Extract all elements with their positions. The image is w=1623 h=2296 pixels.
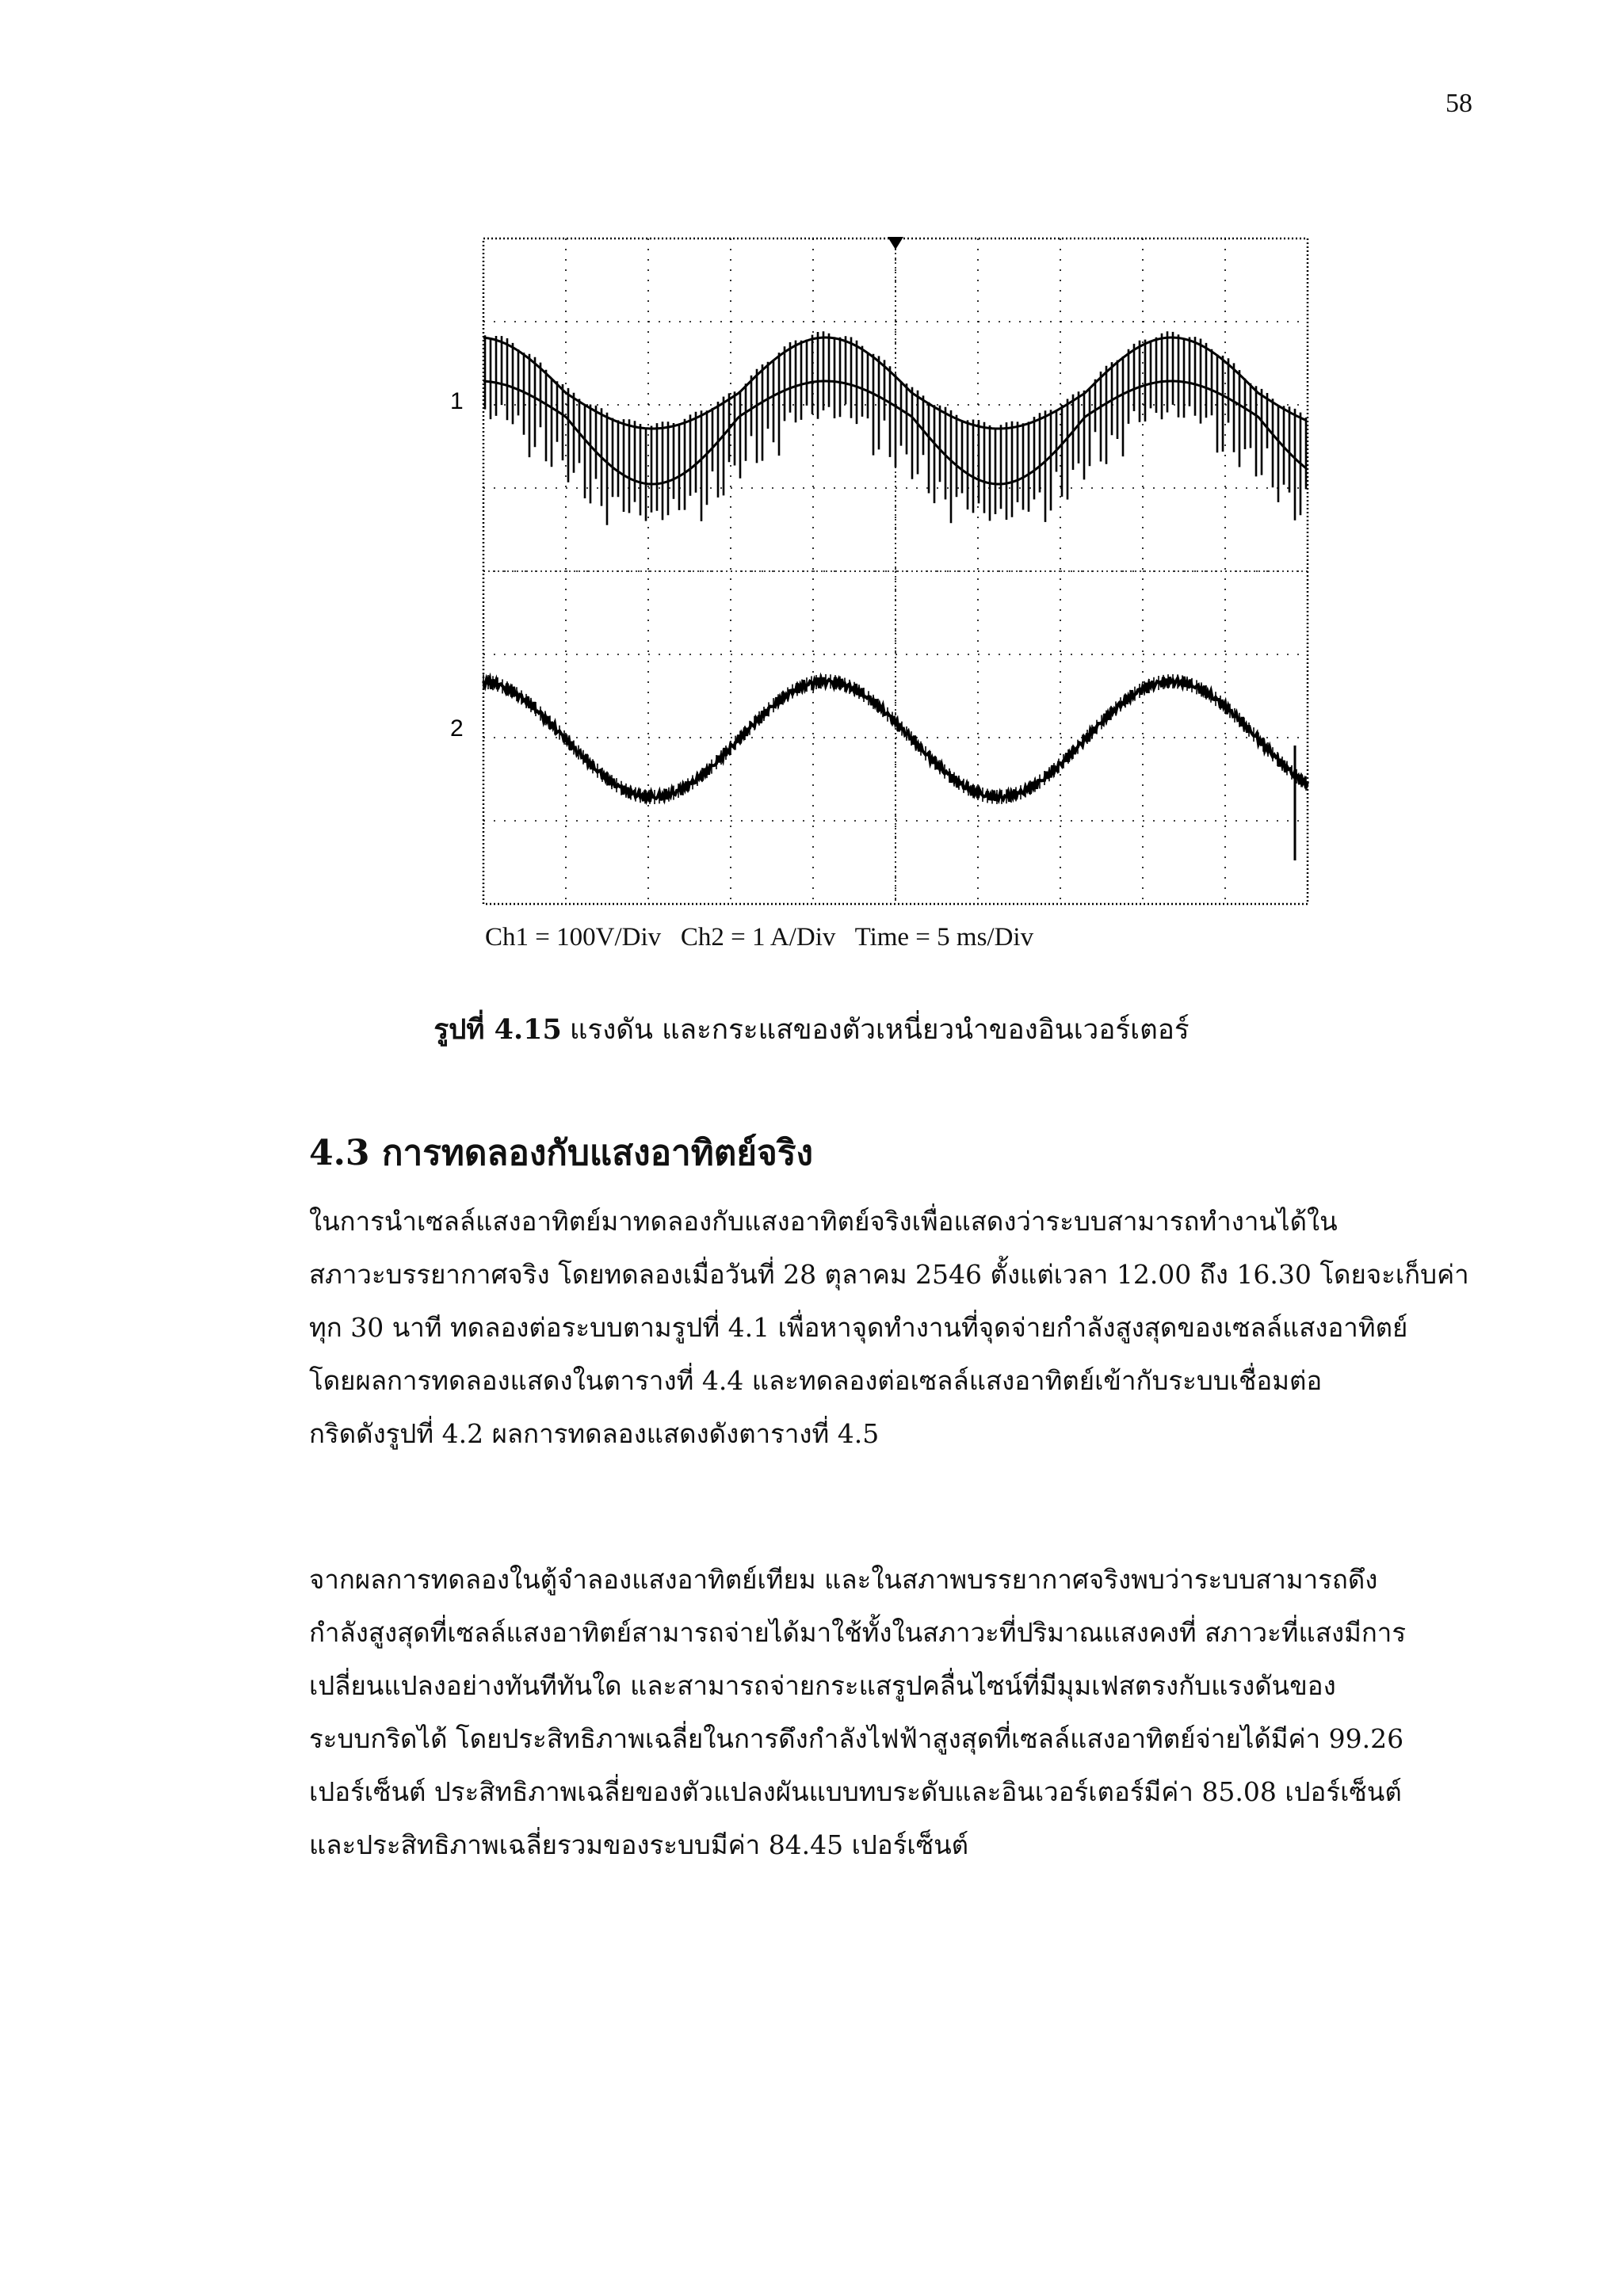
paragraph-2 <box>309 1553 1466 1871</box>
paragraph-line: ทุก 30 นาที ทดลองต่อระบบตามรูปที่ 4.1 เพื่อหาจุดทำงานที่จุดจ่ายกำลังสูงสุดของเซลล์แสงอาทิตย์ <box>309 1312 1408 1343</box>
paragraph-line: และประสิทธิภาพเฉลี่ยรวมของระบบมีค่า 84.45 เปอร์เซ็นต์ <box>309 1829 969 1860</box>
paragraph-line: กำลังสูงสุดที่เซลล์แสงอาทิตย์สามารถจ่ายได้มาใช้ทั้งในสภาวะที่ปริมาณแสงคงที่ สภาวะที่แสงมีการ <box>309 1617 1407 1648</box>
scope-grid <box>483 237 1308 904</box>
paragraph-line: สภาวะบรรยากาศจริง โดยทดลองเมื่อวันที่ 28 ตุลาคม 2546 ตั้งแต่เวลา 12.00 ถึง 16.30 โดยจะเก็บค่า <box>309 1259 1469 1290</box>
paragraph-1 <box>309 1195 1469 1460</box>
oscilloscope-figure <box>444 227 1316 924</box>
oscilloscope-screen <box>444 227 1316 924</box>
paragraph-line: โดยผลการทดลองแสดงในตารางที่ 4.4 และทดลองต่อเซลล์แสงอาทิตย์เข้ากับระบบเชื่อมต่อ <box>309 1365 1323 1396</box>
paragraph-line: จากผลการทดลองในตู้จำลองแสงอาทิตย์เทียม และในสภาพบรรยากาศจริงพบว่าระบบสามารถดึง <box>309 1564 1378 1595</box>
channel-1-marker: 1 <box>450 388 464 414</box>
page-number: 58 <box>1445 89 1472 118</box>
paragraph-line: เปลี่ยนแปลงอย่างทันทีทันใด และสามารถจ่ายกระแสรูปคลื่นไซน์ที่มีมุมเฟสตรงกับแรงดันของ <box>309 1670 1336 1701</box>
channel-2-marker: 2 <box>450 715 464 742</box>
figure-label: รูปที่ 4.15 <box>433 1013 562 1046</box>
paragraph-line: กริดดังรูปที่ 4.2 ผลการทดลองแสดงดังตารางที่ 4.5 <box>309 1418 880 1449</box>
trigger-marker <box>888 237 903 250</box>
figure-caption-text: แรงดัน และกระแสของตัวเหนี่ยวนำของอินเวอร์เตอร์ <box>569 1014 1190 1046</box>
scope-settings: Ch1 = 100V/Div Ch2 = 1 A/Div Time = 5 ms/Div <box>485 923 1034 952</box>
paragraph-line: เปอร์เซ็นต์ ประสิทธิภาพเฉลี่ยของตัวแปลงผันแบบทบระดับและอินเวอร์เตอร์มีค่า 85.08 เปอร์เซ็นต์ <box>309 1776 1402 1807</box>
figure-caption <box>0 1008 1623 1051</box>
paragraph-line: ในการนำเซลล์แสงอาทิตย์มาทดลองกับแสงอาทิตย์จริงเพื่อแสดงว่าระบบสามารถทำงานได้ใน <box>309 1206 1338 1237</box>
paragraph-line: ระบบกริดได้ โดยประสิทธิภาพเฉลี่ยในการดึงกำลังไฟฟ้าสูงสุดที่เซลล์แสงอาทิตย์จ่ายได้มีค่า 99.26 <box>309 1723 1404 1754</box>
section-heading: 4.3 การทดลองกับแสงอาทิตย์จริง <box>309 1133 813 1173</box>
channel-2-noise <box>483 674 1306 804</box>
